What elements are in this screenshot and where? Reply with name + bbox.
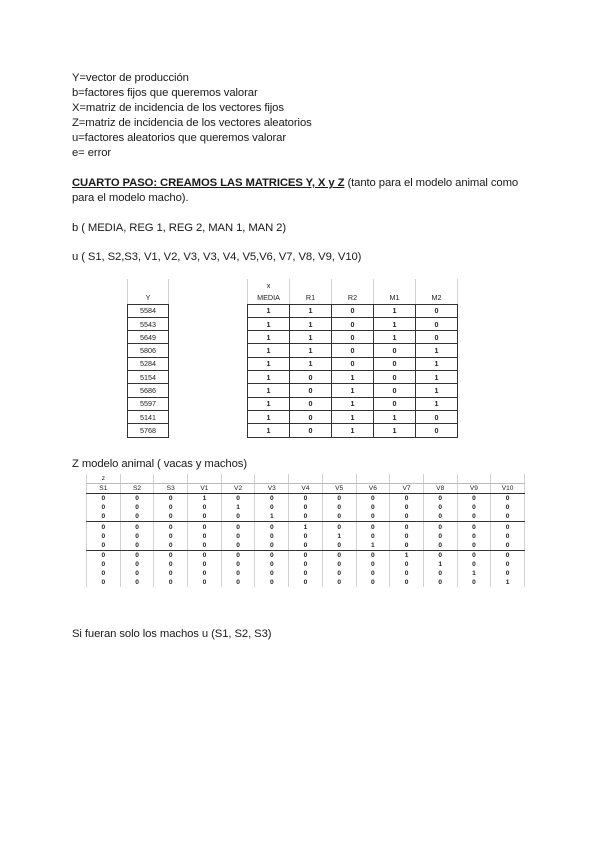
- x-value-cell: 0: [416, 424, 458, 437]
- z-value-cell: 0: [120, 532, 154, 541]
- z-value-cell: 1: [423, 560, 457, 569]
- z-value-cell: 1: [457, 569, 491, 578]
- z-value-cell: 0: [221, 560, 255, 569]
- z-value-cell: 0: [120, 522, 154, 532]
- z-value-cell: 0: [390, 578, 424, 587]
- z-value-cell: 0: [255, 522, 289, 532]
- z-value-cell: 0: [221, 569, 255, 578]
- x-value-cell: 1: [374, 410, 416, 423]
- z-value-cell: 0: [188, 503, 222, 512]
- x-value-cell: 1: [290, 304, 332, 317]
- z-value-cell: 0: [87, 578, 121, 587]
- x-value-cell: 0: [374, 344, 416, 357]
- empty-cell: [374, 279, 416, 291]
- z-value-cell: 0: [120, 503, 154, 512]
- x-value-cell: 0: [374, 397, 416, 410]
- y-value-cell: 5768: [128, 424, 169, 437]
- z-header-cell: V2: [221, 484, 255, 494]
- z-value-cell: 0: [87, 532, 121, 541]
- machos-line: Si fueran solo los machos u (S1, S2, S3): [72, 628, 272, 640]
- z-value-cell: 0: [154, 550, 188, 560]
- z-value-cell: 0: [423, 569, 457, 578]
- table-row: [248, 424, 458, 437]
- z-value-cell: 0: [423, 512, 457, 522]
- z-value-cell: 0: [491, 494, 525, 504]
- z-value-cell: 0: [423, 578, 457, 587]
- table-row: [87, 522, 525, 532]
- table-row: [248, 384, 458, 397]
- x-value-cell: 0: [332, 357, 374, 370]
- z-value-cell: 1: [390, 550, 424, 560]
- x-value-cell: 1: [248, 357, 290, 370]
- z-matrix-title: Z modelo animal ( vacas y machos): [72, 458, 248, 470]
- z-value-cell: 0: [154, 569, 188, 578]
- y-value-cell: 5141: [128, 410, 169, 423]
- z-value-cell: 0: [188, 569, 222, 578]
- z-value-cell: 0: [87, 503, 121, 512]
- y-value-cell: 5154: [128, 371, 169, 384]
- z-value-cell: 0: [390, 494, 424, 504]
- z-value-cell: 0: [120, 512, 154, 522]
- table-row: [248, 397, 458, 410]
- table-row: [128, 357, 169, 370]
- z-value-cell: 0: [423, 522, 457, 532]
- z-value-cell: 0: [356, 550, 390, 560]
- x-value-cell: 1: [374, 424, 416, 437]
- z-header-cell: V5: [322, 484, 356, 494]
- definition-u: u=factores aleatorios que queremos valorar: [72, 132, 287, 144]
- z-value-cell: 0: [154, 503, 188, 512]
- x-value-cell: 1: [374, 331, 416, 344]
- empty-cell: [457, 474, 491, 484]
- x-value-cell: 1: [416, 344, 458, 357]
- empty-cell: [322, 474, 356, 484]
- z-value-cell: 0: [457, 578, 491, 587]
- z-value-cell: 0: [390, 512, 424, 522]
- z-value-cell: 0: [255, 532, 289, 541]
- table-row: [87, 569, 525, 578]
- table-row: [87, 494, 525, 504]
- step-heading-note: (tanto para el modelo animal como para el modelo macho).: [72, 177, 519, 204]
- z-value-cell: 0: [120, 560, 154, 569]
- table-row: [87, 503, 525, 512]
- x-value-cell: 1: [290, 331, 332, 344]
- y-value-cell: 5543: [128, 317, 169, 330]
- z-value-cell: 0: [289, 494, 323, 504]
- x-label-cell: x: [248, 279, 290, 291]
- x-value-cell: 0: [416, 304, 458, 317]
- z-value-cell: 0: [255, 578, 289, 587]
- z-value-cell: 0: [154, 560, 188, 569]
- z-value-cell: 1: [289, 522, 323, 532]
- z-value-cell: 0: [188, 541, 222, 551]
- empty-cell: [154, 474, 188, 484]
- z-value-cell: 0: [356, 512, 390, 522]
- x-value-cell: 0: [416, 331, 458, 344]
- z-value-cell: 0: [322, 569, 356, 578]
- x-value-cell: 1: [332, 410, 374, 423]
- table-row: [248, 344, 458, 357]
- z-value-cell: 0: [188, 560, 222, 569]
- empty-cell: [188, 474, 222, 484]
- z-value-cell: 0: [356, 569, 390, 578]
- z-value-cell: 0: [390, 503, 424, 512]
- x-value-cell: 0: [290, 397, 332, 410]
- x-value-cell: 0: [290, 424, 332, 437]
- table-row: [87, 474, 525, 484]
- z-value-cell: 0: [188, 512, 222, 522]
- z-value-cell: 0: [154, 512, 188, 522]
- x-value-cell: 0: [290, 410, 332, 423]
- y-value-cell: 5597: [128, 397, 169, 410]
- x-value-cell: 1: [248, 424, 290, 437]
- z-value-cell: 0: [255, 494, 289, 504]
- z-value-cell: 1: [356, 541, 390, 551]
- b-vector-line: b ( MEDIA, REG 1, REG 2, MAN 1, MAN 2): [72, 222, 287, 234]
- table-row: [87, 560, 525, 569]
- z-value-cell: 0: [221, 578, 255, 587]
- x-value-cell: 1: [332, 424, 374, 437]
- z-value-cell: 0: [356, 503, 390, 512]
- x-value-cell: 1: [374, 304, 416, 317]
- z-value-cell: 1: [491, 578, 525, 587]
- x-value-cell: 1: [416, 384, 458, 397]
- z-value-cell: 0: [289, 503, 323, 512]
- z-value-cell: 0: [390, 569, 424, 578]
- x-header-cell: M2: [416, 291, 458, 304]
- z-value-cell: 0: [87, 550, 121, 560]
- x-value-cell: 1: [416, 371, 458, 384]
- z-value-cell: 0: [120, 494, 154, 504]
- empty-cell: [423, 474, 457, 484]
- x-value-cell: 1: [248, 331, 290, 344]
- z-header-cell: S3: [154, 484, 188, 494]
- table-row: [128, 371, 169, 384]
- z-value-cell: 0: [221, 512, 255, 522]
- definition-z: Z=matriz de incidencia de los vectores aleatorios: [72, 117, 312, 129]
- table-row: [248, 331, 458, 344]
- z-value-cell: 0: [390, 541, 424, 551]
- table-row: [128, 279, 169, 291]
- x-value-cell: 0: [332, 331, 374, 344]
- x-value-cell: 0: [416, 317, 458, 330]
- table-row: [128, 304, 169, 317]
- definition-e: e= error: [72, 147, 112, 159]
- u-vector-line: u ( S1, S2,S3, V1, V2, V3, V3, V4, V5,V6, V7, V8, V9, V10): [72, 251, 362, 263]
- z-value-cell: 0: [120, 578, 154, 587]
- z-value-cell: 0: [289, 512, 323, 522]
- table-header-row: [248, 291, 458, 304]
- x-value-cell: 0: [374, 357, 416, 370]
- z-header-cell: S2: [120, 484, 154, 494]
- x-value-cell: 1: [290, 344, 332, 357]
- z-value-cell: 0: [322, 560, 356, 569]
- z-value-cell: 0: [289, 532, 323, 541]
- table-row: [128, 384, 169, 397]
- table-row: [248, 317, 458, 330]
- y-value-cell: 5686: [128, 384, 169, 397]
- z-value-cell: 0: [457, 541, 491, 551]
- empty-cell: [128, 279, 169, 291]
- z-value-cell: 1: [322, 532, 356, 541]
- empty-cell: [255, 474, 289, 484]
- z-value-cell: 0: [457, 560, 491, 569]
- table-header-row: [87, 484, 525, 494]
- z-header-cell: V4: [289, 484, 323, 494]
- z-value-cell: 0: [154, 578, 188, 587]
- z-value-cell: 0: [491, 522, 525, 532]
- z-value-cell: 0: [457, 550, 491, 560]
- table-row: [128, 317, 169, 330]
- z-value-cell: 1: [255, 512, 289, 522]
- z-value-cell: 0: [154, 522, 188, 532]
- x-matrix-table: [247, 279, 458, 438]
- table-row: [128, 424, 169, 437]
- x-value-cell: 1: [248, 397, 290, 410]
- z-value-cell: 0: [491, 541, 525, 551]
- table-row: [248, 410, 458, 423]
- z-value-cell: 0: [289, 560, 323, 569]
- x-header-cell: M1: [374, 291, 416, 304]
- z-value-cell: 0: [289, 550, 323, 560]
- z-value-cell: 0: [87, 494, 121, 504]
- z-value-cell: 0: [322, 512, 356, 522]
- z-header-cell: V8: [423, 484, 457, 494]
- y-value-cell: 5649: [128, 331, 169, 344]
- z-value-cell: 0: [188, 550, 222, 560]
- z-value-cell: 0: [491, 532, 525, 541]
- z-value-cell: 0: [289, 541, 323, 551]
- z-value-cell: 0: [221, 541, 255, 551]
- empty-cell: [390, 474, 424, 484]
- z-value-cell: 0: [120, 541, 154, 551]
- z-value-cell: 0: [188, 578, 222, 587]
- table-row: [248, 304, 458, 317]
- empty-cell: [491, 474, 525, 484]
- table-row: [128, 344, 169, 357]
- z-value-cell: 0: [390, 560, 424, 569]
- x-value-cell: 1: [416, 397, 458, 410]
- empty-cell: [416, 279, 458, 291]
- x-value-cell: 1: [374, 317, 416, 330]
- empty-cell: [120, 474, 154, 484]
- z-value-cell: 0: [423, 532, 457, 541]
- step-heading-title: CUARTO PASO: CREAMOS LAS MATRICES Y, X y Z: [72, 177, 345, 189]
- z-header-cell: V7: [390, 484, 424, 494]
- z-value-cell: 0: [87, 512, 121, 522]
- z-value-cell: 0: [289, 578, 323, 587]
- z-value-cell: 0: [491, 569, 525, 578]
- table-row: [128, 410, 169, 423]
- z-value-cell: 0: [87, 569, 121, 578]
- z-value-cell: 0: [289, 569, 323, 578]
- x-value-cell: 1: [248, 304, 290, 317]
- z-value-cell: 0: [322, 494, 356, 504]
- x-value-cell: 1: [248, 371, 290, 384]
- y-value-cell: 5806: [128, 344, 169, 357]
- z-matrix-table: [86, 474, 525, 587]
- z-value-cell: 0: [255, 550, 289, 560]
- x-value-cell: 1: [248, 384, 290, 397]
- z-value-cell: 0: [255, 541, 289, 551]
- z-value-cell: 0: [390, 522, 424, 532]
- x-value-cell: 0: [416, 410, 458, 423]
- z-value-cell: 0: [120, 569, 154, 578]
- z-value-cell: 0: [423, 494, 457, 504]
- x-value-cell: 1: [332, 384, 374, 397]
- y-value-cell: 5284: [128, 357, 169, 370]
- x-header-cell: R2: [332, 291, 374, 304]
- z-value-cell: 0: [356, 522, 390, 532]
- empty-cell: [290, 279, 332, 291]
- x-value-cell: 1: [248, 410, 290, 423]
- x-value-cell: 0: [332, 344, 374, 357]
- z-value-cell: 0: [322, 578, 356, 587]
- x-value-cell: 0: [332, 317, 374, 330]
- table-row: [87, 541, 525, 551]
- z-value-cell: 0: [423, 541, 457, 551]
- z-value-cell: 0: [423, 550, 457, 560]
- y-header-cell: Y: [128, 291, 169, 304]
- z-value-cell: 0: [87, 541, 121, 551]
- x-value-cell: 1: [332, 371, 374, 384]
- z-value-cell: 0: [188, 522, 222, 532]
- table-row: [87, 512, 525, 522]
- z-header-cell: V1: [188, 484, 222, 494]
- z-value-cell: 0: [457, 494, 491, 504]
- z-value-cell: 0: [255, 560, 289, 569]
- table-row: [128, 331, 169, 344]
- table-row: [128, 397, 169, 410]
- x-value-cell: 1: [290, 317, 332, 330]
- x-value-cell: 1: [416, 357, 458, 370]
- x-value-cell: 0: [374, 384, 416, 397]
- empty-cell: [221, 474, 255, 484]
- z-label-cell: z: [87, 474, 121, 484]
- definition-b: b=factores fijos que queremos valorar: [72, 87, 258, 99]
- z-value-cell: 0: [491, 503, 525, 512]
- z-value-cell: 0: [120, 550, 154, 560]
- table-row: [87, 550, 525, 560]
- table-row: [87, 532, 525, 541]
- x-value-cell: 1: [290, 357, 332, 370]
- table-row: [87, 578, 525, 587]
- table-row: [248, 357, 458, 370]
- table-header-row: [128, 291, 169, 304]
- x-value-cell: 1: [248, 344, 290, 357]
- z-header-cell: V3: [255, 484, 289, 494]
- x-header-cell: R1: [290, 291, 332, 304]
- z-value-cell: 0: [255, 569, 289, 578]
- empty-cell: [332, 279, 374, 291]
- z-value-cell: 0: [87, 560, 121, 569]
- x-value-cell: 1: [248, 317, 290, 330]
- z-value-cell: 1: [188, 494, 222, 504]
- x-value-cell: 0: [290, 371, 332, 384]
- z-value-cell: 0: [356, 532, 390, 541]
- z-value-cell: 0: [390, 532, 424, 541]
- z-value-cell: 0: [322, 522, 356, 532]
- y-matrix-table: [127, 279, 169, 438]
- z-value-cell: 0: [87, 522, 121, 532]
- z-value-cell: 1: [221, 503, 255, 512]
- z-value-cell: 0: [322, 503, 356, 512]
- z-value-cell: 0: [221, 550, 255, 560]
- z-value-cell: 0: [491, 550, 525, 560]
- definition-y: Y=vector de producción: [72, 72, 189, 84]
- z-header-cell: S1: [87, 484, 121, 494]
- z-value-cell: 0: [188, 532, 222, 541]
- z-value-cell: 0: [154, 532, 188, 541]
- z-value-cell: 0: [457, 532, 491, 541]
- z-value-cell: 0: [356, 560, 390, 569]
- z-value-cell: 0: [154, 494, 188, 504]
- step-heading: [72, 176, 532, 206]
- z-value-cell: 0: [356, 578, 390, 587]
- z-value-cell: 0: [221, 532, 255, 541]
- definition-x: X=matriz de incidencia de los vectores fijos: [72, 102, 284, 114]
- x-value-cell: 0: [374, 371, 416, 384]
- z-value-cell: 0: [154, 541, 188, 551]
- z-value-cell: 0: [457, 522, 491, 532]
- z-value-cell: 0: [356, 494, 390, 504]
- z-value-cell: 0: [491, 560, 525, 569]
- z-value-cell: 0: [221, 494, 255, 504]
- z-header-cell: V6: [356, 484, 390, 494]
- empty-cell: [356, 474, 390, 484]
- z-value-cell: 0: [255, 503, 289, 512]
- table-row: [248, 371, 458, 384]
- z-header-cell: V10: [491, 484, 525, 494]
- z-value-cell: 0: [457, 512, 491, 522]
- y-value-cell: 5584: [128, 304, 169, 317]
- x-header-cell: MEDIA: [248, 291, 290, 304]
- x-value-cell: 0: [290, 384, 332, 397]
- z-value-cell: 0: [457, 503, 491, 512]
- z-value-cell: 0: [423, 503, 457, 512]
- x-value-cell: 0: [332, 304, 374, 317]
- z-header-cell: V9: [457, 484, 491, 494]
- x-value-cell: 1: [332, 397, 374, 410]
- z-value-cell: 0: [322, 541, 356, 551]
- table-row: [248, 279, 458, 291]
- empty-cell: [289, 474, 323, 484]
- z-value-cell: 0: [491, 512, 525, 522]
- z-value-cell: 0: [322, 550, 356, 560]
- z-value-cell: 0: [221, 522, 255, 532]
